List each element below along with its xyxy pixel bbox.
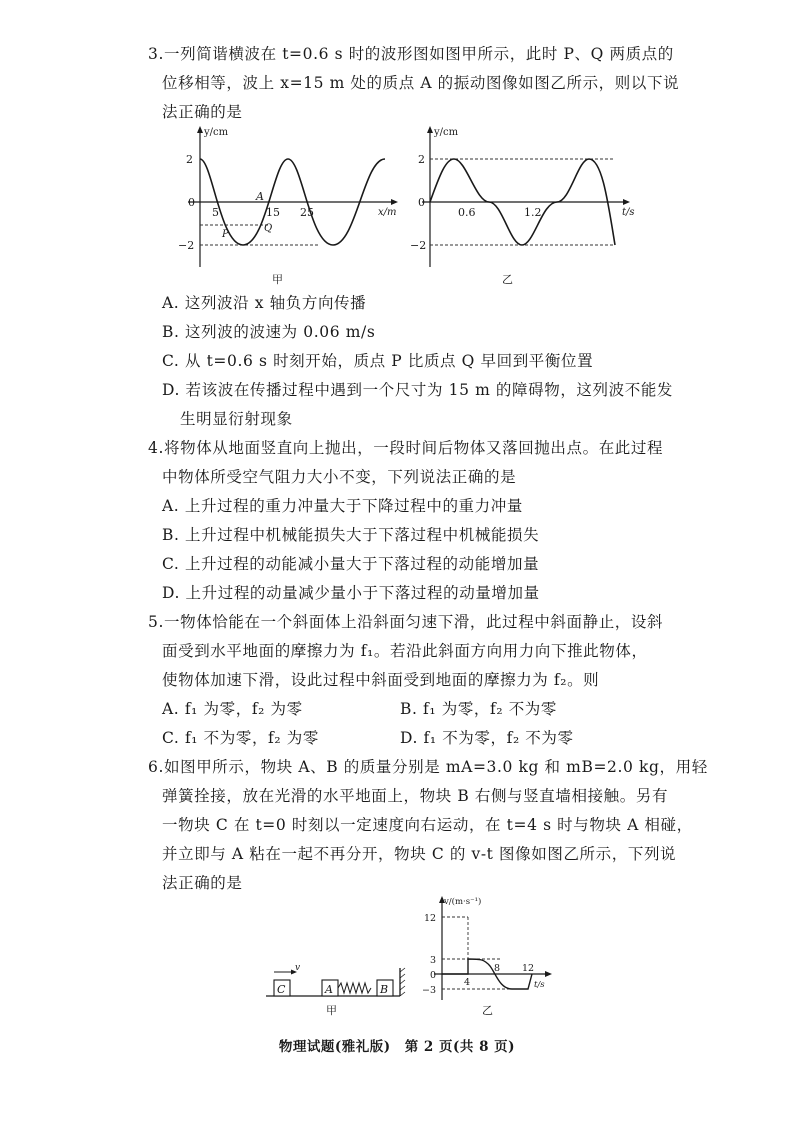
q5-option-a: A. f₁ 为零，f₂ 为零 — [162, 700, 303, 718]
vt-y-tick-0: 0 — [430, 970, 437, 981]
wave-point-p-label: P — [222, 229, 229, 240]
vt-x-tick-4: 4 — [464, 977, 471, 988]
wave-y-axis-label: y/cm — [204, 127, 229, 138]
vt-y-tick-12: 12 — [424, 913, 437, 924]
q6-line-5: 法正确的是 — [162, 874, 243, 892]
q3-line-1: 3.一列简谐横波在 t=0.6 s 时的波形图如图甲所示，此时 P、Q 两质点的 — [148, 45, 674, 63]
wave-caption-jia: 甲 — [272, 273, 283, 286]
vib-y-tick-neg2: −2 — [410, 239, 427, 252]
q6-line-1: 6.如图甲所示，物块 A、B 的质量分别是 mA=3.0 kg 和 mB=2.0 kg，用轻 — [148, 758, 708, 776]
vt-caption-yi: 乙 — [482, 1004, 493, 1017]
vt-x-tick-12: 12 — [522, 963, 535, 974]
q6-line-4: 并立即与 A 粘在一起不再分开，物块 C 的 v-t 图像如图乙所示，下列说 — [162, 845, 677, 863]
vib-caption-yi: 乙 — [502, 273, 513, 286]
q5-line-1: 5.一物体恰能在一个斜面体上沿斜面匀速下滑，此过程中斜面静止，设斜 — [148, 613, 664, 631]
q4-option-b: B. 上升过程中机械能损失大于下落过程中机械能损失 — [162, 526, 540, 544]
block-b-label: B — [380, 983, 389, 996]
q6-vt-graph-yi — [420, 892, 560, 1020]
block-c-velocity-label: v — [295, 963, 301, 973]
blocks-caption-jia: 甲 — [326, 1004, 337, 1017]
wave-x-tick-5: 5 — [212, 206, 219, 219]
q3-option-d: D. 若该波在传播过程中遇到一个尺寸为 15 m 的障碍物，这列波不能发 — [162, 381, 674, 399]
q5-line-3: 使物体加速下滑，设此过程中斜面受到地面的摩擦力为 f₂。则 — [162, 671, 600, 689]
vt-y-tick-3: 3 — [430, 955, 437, 966]
q3-option-a: A. 这列波沿 x 轴负方向传播 — [162, 294, 367, 312]
q3-line-3: 法正确的是 — [162, 103, 243, 121]
q4-option-a: A. 上升过程的重力冲量大于下降过程中的重力冲量 — [162, 497, 523, 515]
q3-option-d-cont: 生明显衍射现象 — [180, 410, 293, 428]
q3-option-b: B. 这列波的波速为 0.06 m/s — [162, 323, 376, 341]
q5-option-b: B. f₁ 为零，f₂ 不为零 — [400, 700, 557, 718]
wave-y-tick-2: 2 — [186, 153, 193, 166]
q3-wave-graph-jia — [168, 122, 408, 290]
q4-line-1: 4.将物体从地面竖直向上抛出，一段时间后物体又落回抛出点。在此过程 — [148, 439, 664, 457]
vib-x-axis-label: t/s — [622, 207, 635, 218]
q4-option-c: C. 上升过程的动能减小量大于下落过程的动能增加量 — [162, 555, 540, 573]
vt-y-tick-neg3: −3 — [422, 985, 437, 996]
wave-x-tick-15: 15 — [266, 206, 280, 219]
q4-line-2: 中物体所受空气阻力大小不变，下列说法正确的是 — [162, 468, 517, 486]
vib-x-tick-0.6: 0.6 — [458, 206, 476, 219]
vt-y-axis-label: v/(m·s⁻¹) — [444, 897, 482, 907]
vib-y-tick-0: 0 — [418, 196, 425, 209]
wave-y-tick-neg2: −2 — [178, 239, 195, 252]
vib-x-tick-1.2: 1.2 — [524, 206, 542, 219]
vt-x-axis-label: t/s — [534, 980, 545, 990]
q6-line-3: 一物块 C 在 t=0 时刻以一定速度向右运动，在 t=4 s 时与物块 A 相碰， — [162, 816, 693, 834]
q3-line-2: 位移相等，波上 x=15 m 处的质点 A 的振动图像如图乙所示，则以下说 — [162, 74, 680, 92]
q5-line-2: 面受到水平地面的摩擦力为 f₁。若沿此斜面方向用力向下推此物体， — [162, 642, 648, 660]
wave-point-q-label: Q — [264, 223, 273, 234]
q6-blocks-diagram-jia — [262, 960, 412, 1020]
wave-x-axis-label: x/m — [378, 207, 397, 218]
wave-point-a-label: A — [256, 190, 264, 203]
q4-option-d: D. 上升过程的动量减少量小于下落过程的动量增加量 — [162, 584, 540, 602]
vib-y-axis-label: y/cm — [434, 127, 459, 138]
q6-line-2: 弹簧拴接，放在光滑的水平地面上，物块 B 右侧与竖直墙相接触。另有 — [162, 787, 669, 805]
block-a-label: A — [325, 983, 333, 996]
vib-y-tick-2: 2 — [418, 153, 425, 166]
q5-option-d: D. f₁ 不为零，f₂ 不为零 — [400, 729, 574, 747]
wave-y-tick-0: 0 — [188, 196, 195, 209]
vt-x-tick-8: 8 — [494, 963, 501, 974]
q5-option-c: C. f₁ 不为零，f₂ 为零 — [162, 729, 319, 747]
q3-option-c: C. 从 t=0.6 s 时刻开始，质点 P 比质点 Q 早回到平衡位置 — [162, 352, 594, 370]
page-footer: 物理试题(雅礼版) 第 2 页(共 8 页) — [278, 1039, 516, 1055]
q3-vibration-graph-yi — [410, 122, 642, 290]
wave-x-tick-25: 25 — [300, 206, 314, 219]
block-c-label: C — [277, 983, 286, 996]
